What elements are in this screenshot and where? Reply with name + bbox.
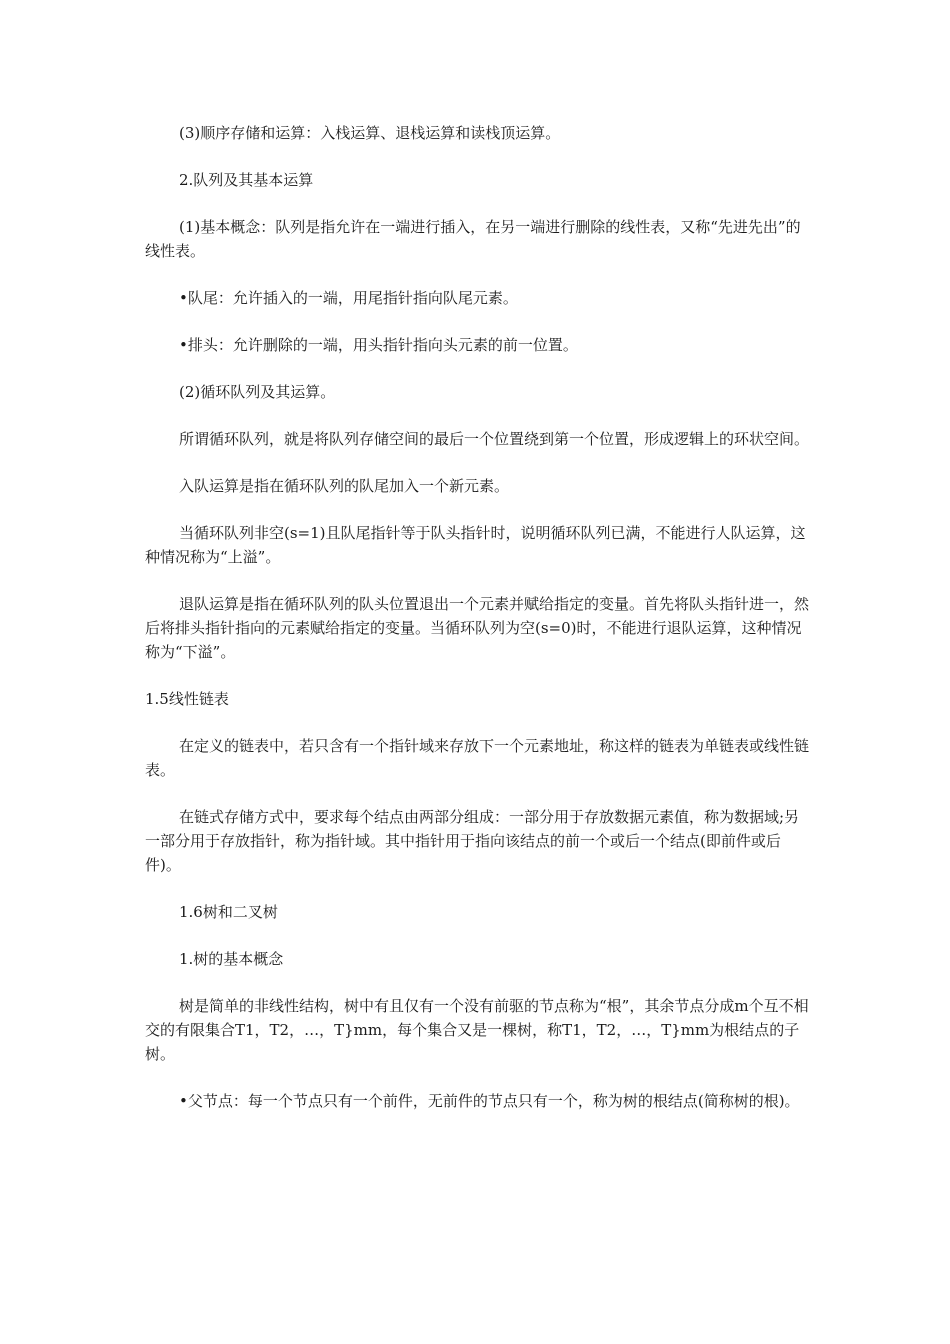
paragraph-dequeue: 退队运算是指在循环队列的队头位置退出一个元素并赋给指定的变量。首先将队头指针进一，然后将排头指针指向的元素赋给指定的变量。当循环队列为空(s=0)时，不能进行退队运算，这种情况称为“下溢”。 xyxy=(145,595,810,661)
document-body xyxy=(145,121,809,1113)
bullet-queue-tail: •队尾：允许插入的一端，用尾指针指向队尾元素。 xyxy=(179,289,518,307)
bullet-queue-head: •排头：允许删除的一端，用头指针指向头元素的前一位置。 xyxy=(179,336,578,354)
paragraph-overflow: 当循环队列非空(s=1)且队尾指针等于队头指针时，说明循环队列已满，不能进行人队运算，这种情况称为“上溢”。 xyxy=(145,524,806,566)
paragraph-linked-list-definition: 在定义的链表中，若只含有一个指针域来存放下一个元素地址，称这样的链表为单链表或线性链表。 xyxy=(145,737,810,779)
paragraph-queue-concept: (1)基本概念：队列是指允许在一端进行插入，在另一端进行删除的线性表，又称“先进先出”的线性表。 xyxy=(145,218,801,260)
heading-tree-basics: 1.树的基本概念 xyxy=(179,950,284,968)
paragraph-enqueue: 入队运算是指在循环队列的队尾加入一个新元素。 xyxy=(179,477,510,495)
heading-trees: 1.6树和二叉树 xyxy=(179,903,278,921)
paragraph-circular-queue: (2)循环队列及其运算。 xyxy=(179,383,336,401)
paragraph-sequential-storage: (3)顺序存储和运算：入栈运算、退栈运算和读栈顶运算。 xyxy=(179,124,561,142)
heading-linked-list: 1.5线性链表 xyxy=(145,690,229,708)
paragraph-circular-definition: 所谓循环队列，就是将队列存储空间的最后一个位置绕到第一个位置，形成逻辑上的环状空间。 xyxy=(179,430,810,448)
paragraph-tree-definition: 树是简单的非线性结构，树中有且仅有一个没有前驱的节点称为“根”，其余节点分成m个互不相交的有限集合T1，T2，…，T}mm，每个集合又是一棵树，称T1，T2，…，T}mm为根结点的子树。 xyxy=(145,997,809,1063)
bullet-parent-node: •父节点：每一个节点只有一个前件，无前件的节点只有一个，称为树的根结点(简称树的根)。 xyxy=(179,1092,800,1110)
heading-queue: 2.队列及其基本运算 xyxy=(179,171,314,189)
paragraph-linked-storage: 在链式存储方式中，要求每个结点由两部分组成：一部分用于存放数据元素值，称为数据域;另一部分用于存放指针，称为指针域。其中指针用于指向该结点的前一个或后一个结点(即前件或后件)。 xyxy=(145,808,800,874)
